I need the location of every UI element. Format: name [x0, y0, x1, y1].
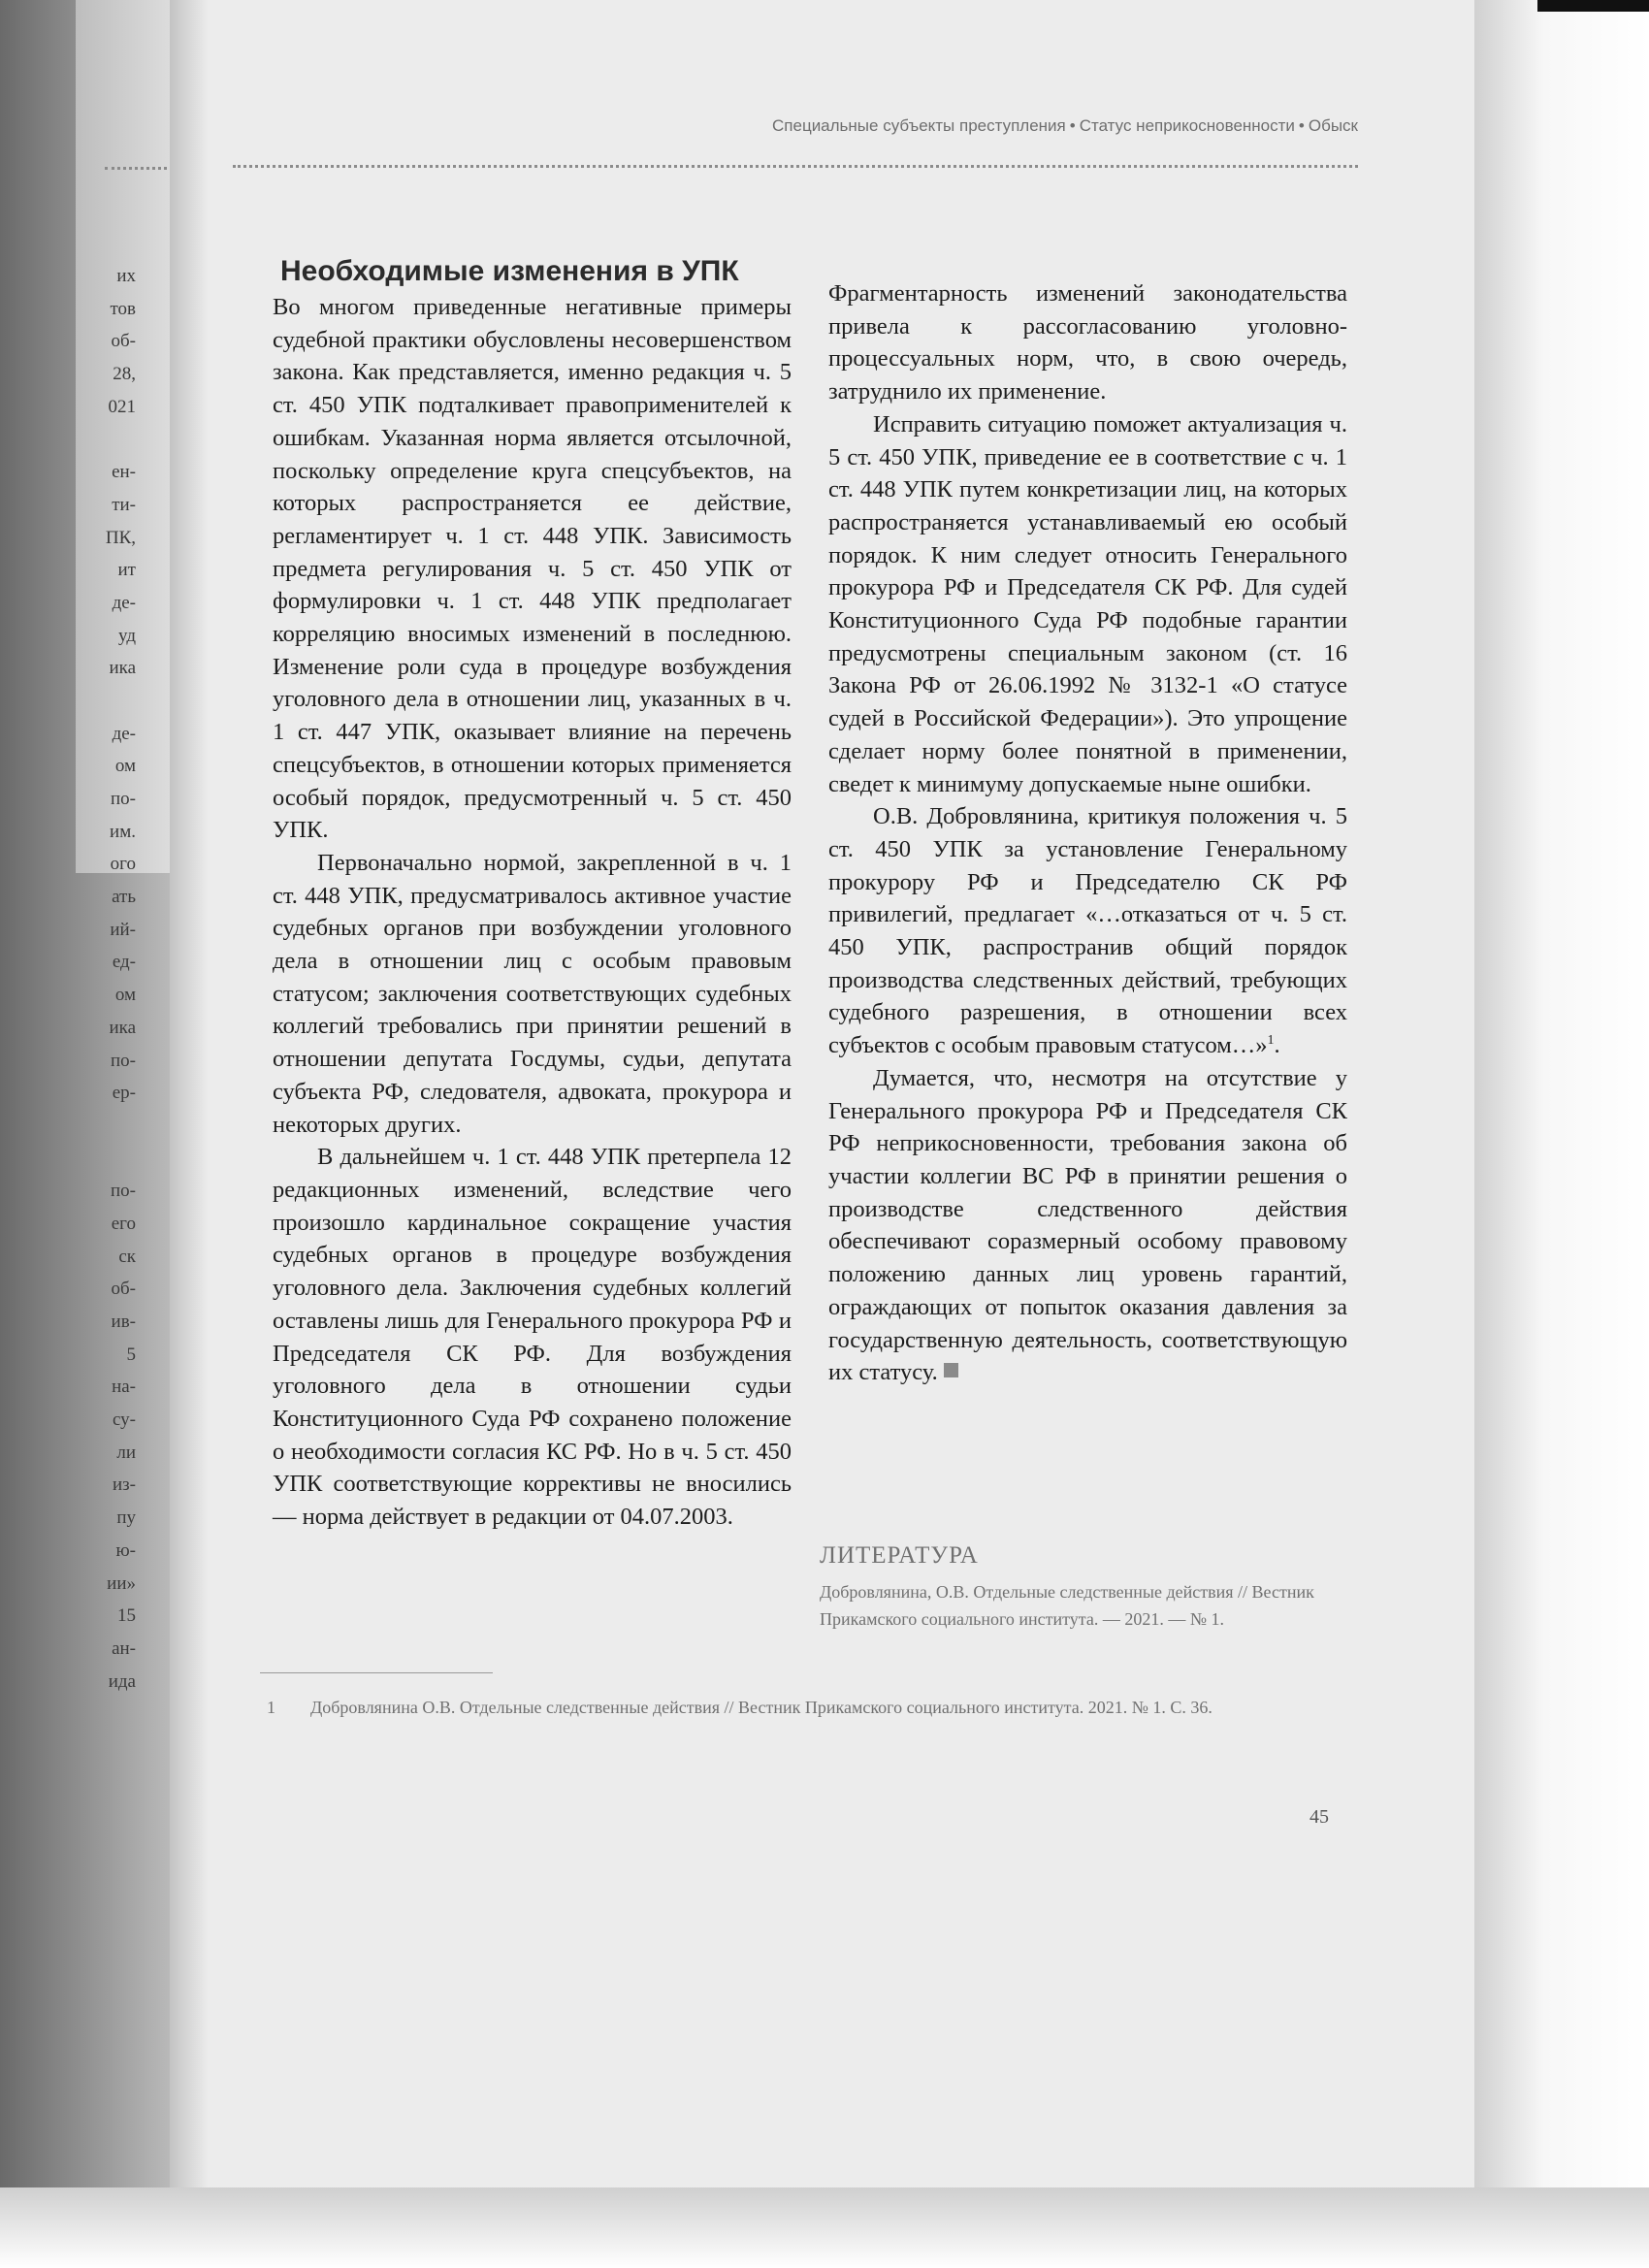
previous-page-fragment — [87, 1143, 136, 1176]
header-dotted-rule — [233, 165, 1358, 168]
previous-page-fragment: су- — [112, 1409, 136, 1431]
footnote-rule — [260, 1672, 493, 1673]
running-head-separator: • — [1298, 116, 1305, 135]
scanner-edge — [1537, 0, 1649, 12]
previous-page-fragment: ПК, — [105, 527, 136, 548]
end-of-article-square-icon — [944, 1363, 958, 1377]
previous-page-fragment: ий- — [110, 919, 136, 940]
previous-page-fragment: ер- — [112, 1083, 136, 1104]
previous-page-fragment: ии» — [107, 1572, 136, 1594]
previous-page-fragment: де- — [112, 723, 136, 744]
page-number: 45 — [1310, 1806, 1329, 1828]
previous-page-fragment: 5 — [126, 1344, 136, 1365]
previous-page-fragment: 021 — [108, 396, 136, 417]
previous-page-fragment: по- — [111, 1181, 136, 1202]
previous-page-fragment: 15 — [117, 1605, 136, 1627]
right-paragraph-2: Исправить ситуацию поможет актуализация ч. 5 ст. 450 УПК, приведение ее в соответствие с ч. 1 ст. 448 УПК путем конкретизации лиц, на которых распространяется устанавливаемый ею особый порядок. К ним следует относить Генерального прокурора РФ и Председателя СК РФ. Для судей Конституционного Суда РФ подобные гарантии предусмотрены специальным законом (ст. 16 Закона РФ от 26.06.1992 № 3132-1 «О статусе судей в Российской Федерации»). Это упрощение сделает норму более понятной в применении, сведет к минимуму допускаемые ныне ошибки. — [828, 410, 1347, 797]
previous-page-fragment: по- — [111, 789, 136, 809]
previous-page-fragment: об- — [111, 1279, 136, 1300]
previous-page-fragment: ика — [109, 658, 136, 679]
left-paragraph-1: Во многом приведенные негативные примеры судебной практики обусловлены несовершенством закона. Как представляется, именно редакция ч. 5 ст. 450 УПК подталкивает правоприменителей к ошибкам. Указанная норма является отсылочной, поскольку определение круга спецсубъектов, на которых распространяется ее действие, регламентирует ч. 1 ст. 448 УПК. Зависимость предмета регулирования ч. 5 ст. 450 УПК от формулировки ч. 1 ст. 448 УПК предполагает корреляцию вносимых изменений в последнюю. Изменение роли суда в процедуре возбуждения уголовного дела в отношении лиц, указанных в ч. 1 ст. 447 УПК, оказывает влияние на перечень спецсубъектов, в отношении которых применяется особый порядок, предусмотренный ч. 5 ст. 450 УПК. — [273, 294, 792, 844]
previous-page-fragment: ив- — [111, 1312, 136, 1332]
previous-page-fragment — [87, 423, 136, 456]
previous-page-fragment: им. — [110, 821, 136, 842]
footnote-number: 1 — [267, 1698, 275, 1717]
previous-page-fragment: на- — [112, 1377, 136, 1398]
previous-page-fragment: ом — [114, 985, 136, 1006]
previous-page-fragment: из- — [112, 1474, 136, 1496]
previous-page-fragment: пу — [116, 1507, 136, 1529]
previous-page-fragment: ида — [108, 1670, 136, 1692]
previous-page-fragment: ти- — [112, 494, 136, 515]
previous-page-fragment: ика — [109, 1017, 136, 1038]
previous-page-fragment: ом — [114, 756, 136, 777]
previous-page-fragment: ан- — [112, 1637, 136, 1659]
left-paragraph-2: Первоначально нормой, закрепленной в ч. 1 ст. 448 УПК, предусматривалось активное участие судебных органов при возбуждении уголовного дела в отношении лиц с особым правовым статусом; заключения соответствующих судебных коллегий требовались при принятии решений в отношении депутата Госдумы, судьи, депутата субъекта РФ, следователя, адвоката, прокурора и некоторых других. — [273, 849, 792, 1138]
page-fold-shadow — [170, 0, 209, 2268]
running-head — [669, 116, 1358, 136]
left-column — [273, 252, 792, 1534]
right-paragraph-3 — [828, 800, 1347, 1062]
footnote — [267, 1695, 1358, 1720]
section-heading: Необходимые изменения в УПК — [280, 255, 739, 287]
sentence-period: . — [1274, 1032, 1280, 1059]
previous-page-fragment: их — [116, 266, 136, 286]
footnote-text: Добровлянина О.В. Отдельные следственные действия // Вестник Прикамского социального института. 2021. № 1. С. 36. — [310, 1698, 1212, 1717]
right-scan-margin — [1474, 0, 1649, 2268]
right-paragraph-4 — [828, 1062, 1347, 1389]
running-head-part-3: Обыск — [1308, 116, 1358, 135]
previous-page-fragment: де- — [112, 592, 136, 613]
previous-page-fragment: ск — [118, 1246, 136, 1267]
literature-entry: Добровлянина, О.В. Отдельные следственные действия // Вестник Прикамского социального института. — 2021. — № 1. — [820, 1582, 1314, 1629]
previous-page-fragment — [87, 1110, 136, 1143]
bottom-scan-margin — [0, 2187, 1649, 2268]
footnote-reference[interactable]: 1 — [1267, 1033, 1275, 1049]
right-paragraph-1: Фрагментарность изменений законодательства привела к рассогласованию уголовно-процессуальных норм, что, в свою очередь, затруднило их применение. — [828, 280, 1347, 405]
running-head-part-2: Статус неприкосновенности — [1079, 116, 1295, 135]
previous-page-fragment: 28, — [113, 364, 136, 385]
left-paragraph-3: В дальнейшем ч. 1 ст. 448 УПК претерпела 12 редакционных изменений, вследствие чего произошло кардинальное сокращение участия судебных органов в процедуре возбуждения уголовного дела. Заключения судебных коллегий оставлены лишь для Генерального прокурора РФ и Председателя СК РФ. Для возбуждения уголовного дела в отношении судьи Конституционного Суда РФ сохранено положение о необходимости согласия КС РФ. Но в ч. 5 ст. 450 УПК соответствующие коррективы не вносились — норма действует в редакции от 04.07.2003. — [273, 1144, 792, 1531]
running-head-separator: • — [1069, 116, 1076, 135]
right-column — [828, 277, 1347, 1389]
previous-page-fragment: ен- — [112, 462, 136, 483]
previous-page-text-fragments — [87, 260, 136, 1698]
previous-page-fragment — [87, 685, 136, 718]
right-paragraph-3-text: О.В. Добровлянина, критикуя положения ч. 5 ст. 450 УПК за установление Генеральному прокурору РФ и Председателю СК РФ привилегий, предлагает «…отказаться от ч. 5 ст. 450 УПК, распространив общий порядок производства следственных действий, требующих судебного разрешения, в отношении всех субъектов с особым правовым статусом…» — [828, 803, 1347, 1059]
previous-page-fragment: уд — [118, 625, 136, 646]
previous-page-fragment: ли — [116, 1442, 136, 1463]
previous-page-fragment: ит — [117, 560, 136, 581]
right-paragraph-4-text: Думается, что, несмотря на отсутствие у Генерального прокурора РФ и Председателя СК РФ неприкосновенности, требования закона об участии коллегии ВС РФ в принятии решения о производстве следственного действия обеспечивают соразмерный особому правовому положению данных лиц уровень гарантий, ограждающих от попыток оказания давления за государственную деятельность, соответствующую их статусу. — [828, 1064, 1347, 1386]
previous-page-fragment: ю- — [115, 1539, 136, 1561]
previous-page-fragment: его — [111, 1213, 136, 1234]
previous-page-fragment: ать — [112, 887, 136, 908]
previous-page-fragment: об- — [111, 331, 136, 352]
running-head-part-1: Специальные субъекты преступления — [772, 116, 1066, 135]
literature-heading: ЛИТЕРАТУРА — [820, 1542, 979, 1569]
previous-page-fragment: тов — [110, 298, 136, 319]
previous-page-fragment: ед- — [112, 952, 136, 973]
previous-page-fragment: по- — [111, 1050, 136, 1071]
previous-page-fragment: ого — [110, 854, 136, 875]
